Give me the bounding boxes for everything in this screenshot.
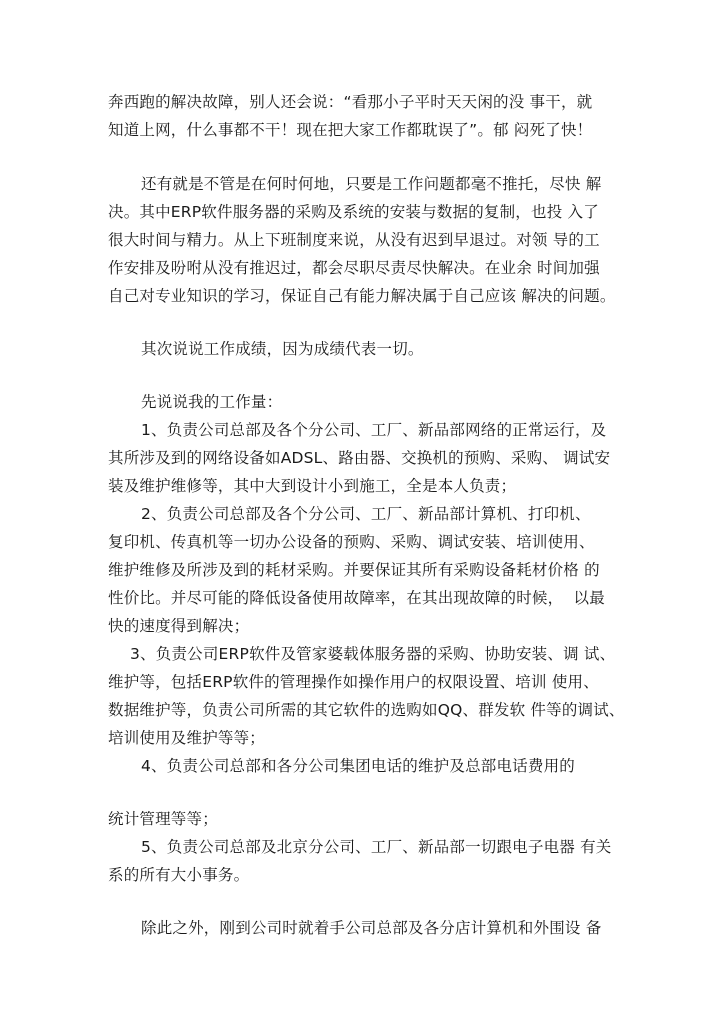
list-item-line: 快的速度得到解决； [108,617,250,635]
list-item-line: 统计管理等等； [108,810,218,828]
list-item-line: 5、负责公司总部及北京分公司、工厂、新品部一切跟电子电器 有关 [141,838,612,856]
list-item-line: 复印机、传真机等一切办公设备的预购、采购、调试安装、培训使用、 [108,533,595,551]
list-item-line: 数据维护等，负责公司所需的其它软件的选购如QQ、群发软 件等的调试、 [108,701,625,719]
list-item-line: 3、负责公司ERP软件及管家婆载体服务器的采购、协助安装、调 试、 [130,645,616,663]
paragraph-line: 决。其中ERP软件服务器的采购及系统的安装与数据的复制，也投 入了 [108,203,599,221]
list-item-line: 2、负责公司总部及各个分公司、工厂、新品部计算机、打印机、 [141,505,591,523]
list-item-line: 其所涉及到的网络设备如ADSL、路由器、交换机的预购、采购、 调试安 [108,449,611,467]
paragraph-line: 知道上网，什么事都不干！现在把大家工作都耽误了”。郁 闷死了快！ [108,121,593,139]
list-item-line: 装及维护维修等，其中大到设计小到施工，全是本人负责； [108,477,517,495]
list-item-line: 性价比。并尽可能的降低设备使用故障率，在其出现故障的时候， 以最 [108,589,605,607]
paragraph-line: 很大时间与精力。从上下班制度来说，从没有迟到早退过。对领 导的工 [108,231,600,249]
list-item-line: 培训使用及维护等等； [108,729,266,747]
paragraph-line: 除此之外，刚到公司时就着手公司总部及各分店计算机和外围设 备 [141,919,602,937]
paragraph-line: 其次说说工作成绩，因为成绩代表一切。 [141,340,424,358]
list-item-line: 4、负责公司总部和各分公司集团电话的维护及总部电话费用的 [141,757,575,775]
list-item-line: 系的所有大小事务。 [108,866,250,884]
paragraph-line: 还有就是不管是在何时何地，只要是工作问题都毫不推托，尽快 解 [141,175,602,193]
list-item-line: 维护等，包括ERP软件的管理操作如操作用户的权限设置、培训 使用、 [108,673,599,691]
list-item-line: 维护维修及所涉及到的耗材采购。并要保证其所有采购设备耗材价格 的 [108,561,600,579]
paragraph-line: 自己对专业知识的学习，保证自己有能力解决属于自己应该 解决的问题。 [108,287,616,305]
paragraph-line: 奔西跑的解决故障，别人还会说：“看那小子平时天天闲的没 事干，就 [108,93,593,111]
list-item-line: 1、负责公司总部及各个分公司、工厂、新品部网络的正常运行，及 [141,421,607,439]
section-heading: 先说说我的工作量： [141,393,283,411]
paragraph-line: 作安排及吩咐从没有推迟过，都会尽职尽责尽快解决。在业余 时间加强 [108,259,600,277]
